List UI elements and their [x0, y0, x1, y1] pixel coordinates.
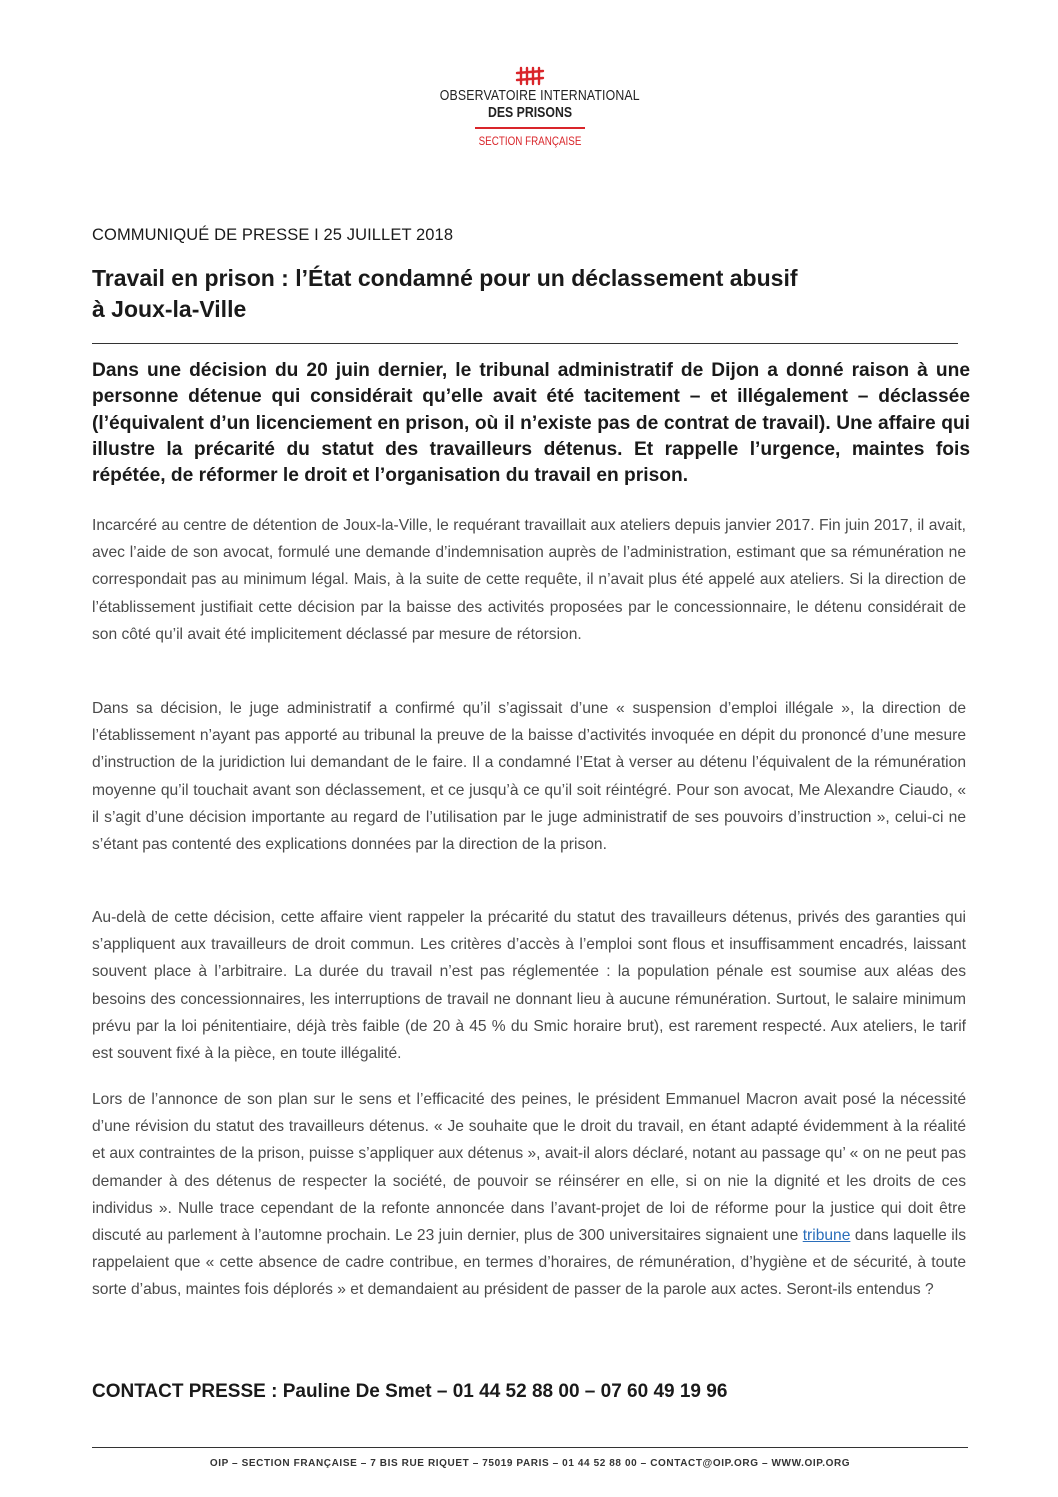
body-paragraph-3: Au-delà de cette décision, cette affaire vient rappeler la précarité du statut des travailleurs détenus, privés des garanties qui s’appliquent aux travailleurs de droit commun. Les critères d’accès à l’emploi sont flous et insuffisamment encadrés, laissant souvent place à l’arbitraire. La durée du travail n’est pas réglementée : la population pénale est soumise aux aléas des besoins des concessionnaires, les interruptions de travail ne donnant lieu à aucune rémunération. Surtout, le salaire minimum prévu par la loi pénitentiaire, déjà très faible (de 20 à 45 % du Smic horaire brut), est rarement respecté. Aux ateliers, le tarif est souvent fixé à la pièce, en toute illégalité.: [92, 909, 966, 1063]
body-paragraph-1: Incarcéré au centre de détention de Joux-la-Ville, le requérant travaillait aux ateliers depuis janvier 2017. Fin juin 2017, il avait, avec l’aide de son avocat, formulé une demande d’indemnisation auprès de l’administration, estimant que sa rémunération ne correspondait pas au minimum légal. Mais, à la suite de cette requête, il n’avait plus été appelé aux ateliers. Si la direction de l’établissement justifiait cette décision par la baisse des activités proposées par le concessionnaire, le détenu considérait de son côté qu’il avait été implicitement déclassé par mesure de rétorsion.: [92, 517, 966, 643]
title-line-1: Travail en prison : l’État condamné pour un déclassement abusif: [92, 265, 798, 291]
paragraph-4-text-end: dans laquelle ils rappelaient que « cette absence de cadre contribue, en termes d’horaires, de rémunération, d’hygiène et de sécurité, à toute sorte d’abus, maintes fois déplorés » et demandaient au président de passer de la parole aux actes. Seront-ils entendus ?: [92, 1227, 966, 1299]
title-divider: [92, 343, 958, 344]
logo-organization-name-2: DES PRISONS: [487, 104, 573, 121]
title-line-2: à Joux-la-Ville: [92, 296, 247, 322]
lead-paragraph: Dans une décision du 20 juin dernier, le tribunal administratif de Dijon a donné raison à une personne détenue qui considérait qu’elle avait été tacitement – et illégalement – déclassée (l’équivalent d’un licenciement en prison, où il n’existe pas de contrat de travail). Une affaire qui illustre la précarité du statut des travailleurs détenus. Et rappelle l’urgence, maintes fois répétée, de réformer le droit et l’organisation du travail en prison.: [92, 360, 970, 487]
body-paragraph-2: Dans sa décision, le juge administratif a confirmé qu’il s’agissait d’une « suspension d’emploi illégale », la direction de l’établissement n’ayant pas apporté au tribunal la preuve de la baisse d’activités invoquée en dépit du prononcé d’une mesure d’instruction de la juridiction lui demandant de le faire. Il a condamné l’Etat à verser au détenu l’équivalent de la rémunération moyenne qu’il touchait avant son déclassement, et ce jusqu’à ce qu’il soit réintégré. Pour son avocat, Me Alexandre Ciaudo, « il s’agit d’une décision importante au regard de l’utilisation par le juge administratif de ses pouvoirs d’instruction », celui-ci ne s’étant pas contenté des explications données par la direction de la prison.: [92, 700, 966, 854]
tribune-link[interactable]: tribune: [802, 1227, 851, 1245]
press-contact: CONTACT PRESSE : Pauline De Smet – 01 44 52 88 00 – 07 60 49 19 96: [92, 1381, 728, 1402]
prison-bars-icon: [515, 66, 545, 86]
page-title: [92, 263, 972, 325]
paragraph-4-text-start: Lors de l’annonce de son plan sur le sens et l’efficacité des peines, le président Emmanuel Macron avait posé la nécessité d’une révision du statut des travailleurs détenus. « Je souhaite que le droit du travail, en étant adapté évidemment à la réalité et aux contraintes de la prison, puisse s’appliquer aux détenus », avait-il alors déclaré, notant au passage qu’ « on ne peut pas demander à des détenus de respecter la société, de pouvoir se réinsérer en elle, si on nie la dignité et les droits de ces individus ». Nulle trace cependant de la refonte annoncée dans l’avant-projet de loi de réforme pour la justice qui doit être discuté au parlement à l’automne prochain. Le 23 juin dernier, plus de 300 universitaires signaient une: [92, 1091, 966, 1245]
body-paragraph-4: [92, 1086, 966, 1304]
footer-divider: [92, 1447, 968, 1448]
footer-address: OIP – SECTION FRANÇAISE – 7 BIS RUE RIQUET – 75019 PARIS – 01 44 52 88 00 – CONTACT@OIP.ORG – WWW.OIP.ORG: [209, 1458, 851, 1469]
logo-divider: [475, 127, 585, 129]
logo-organization-name: OBSERVATOIRE INTERNATIONAL: [439, 87, 640, 104]
logo-section-name: SECTION FRANÇAISE: [478, 134, 582, 148]
oip-logo: [420, 66, 640, 148]
press-release-date: COMMUNIQUÉ DE PRESSE I 25 JUILLET 2018: [92, 226, 454, 244]
